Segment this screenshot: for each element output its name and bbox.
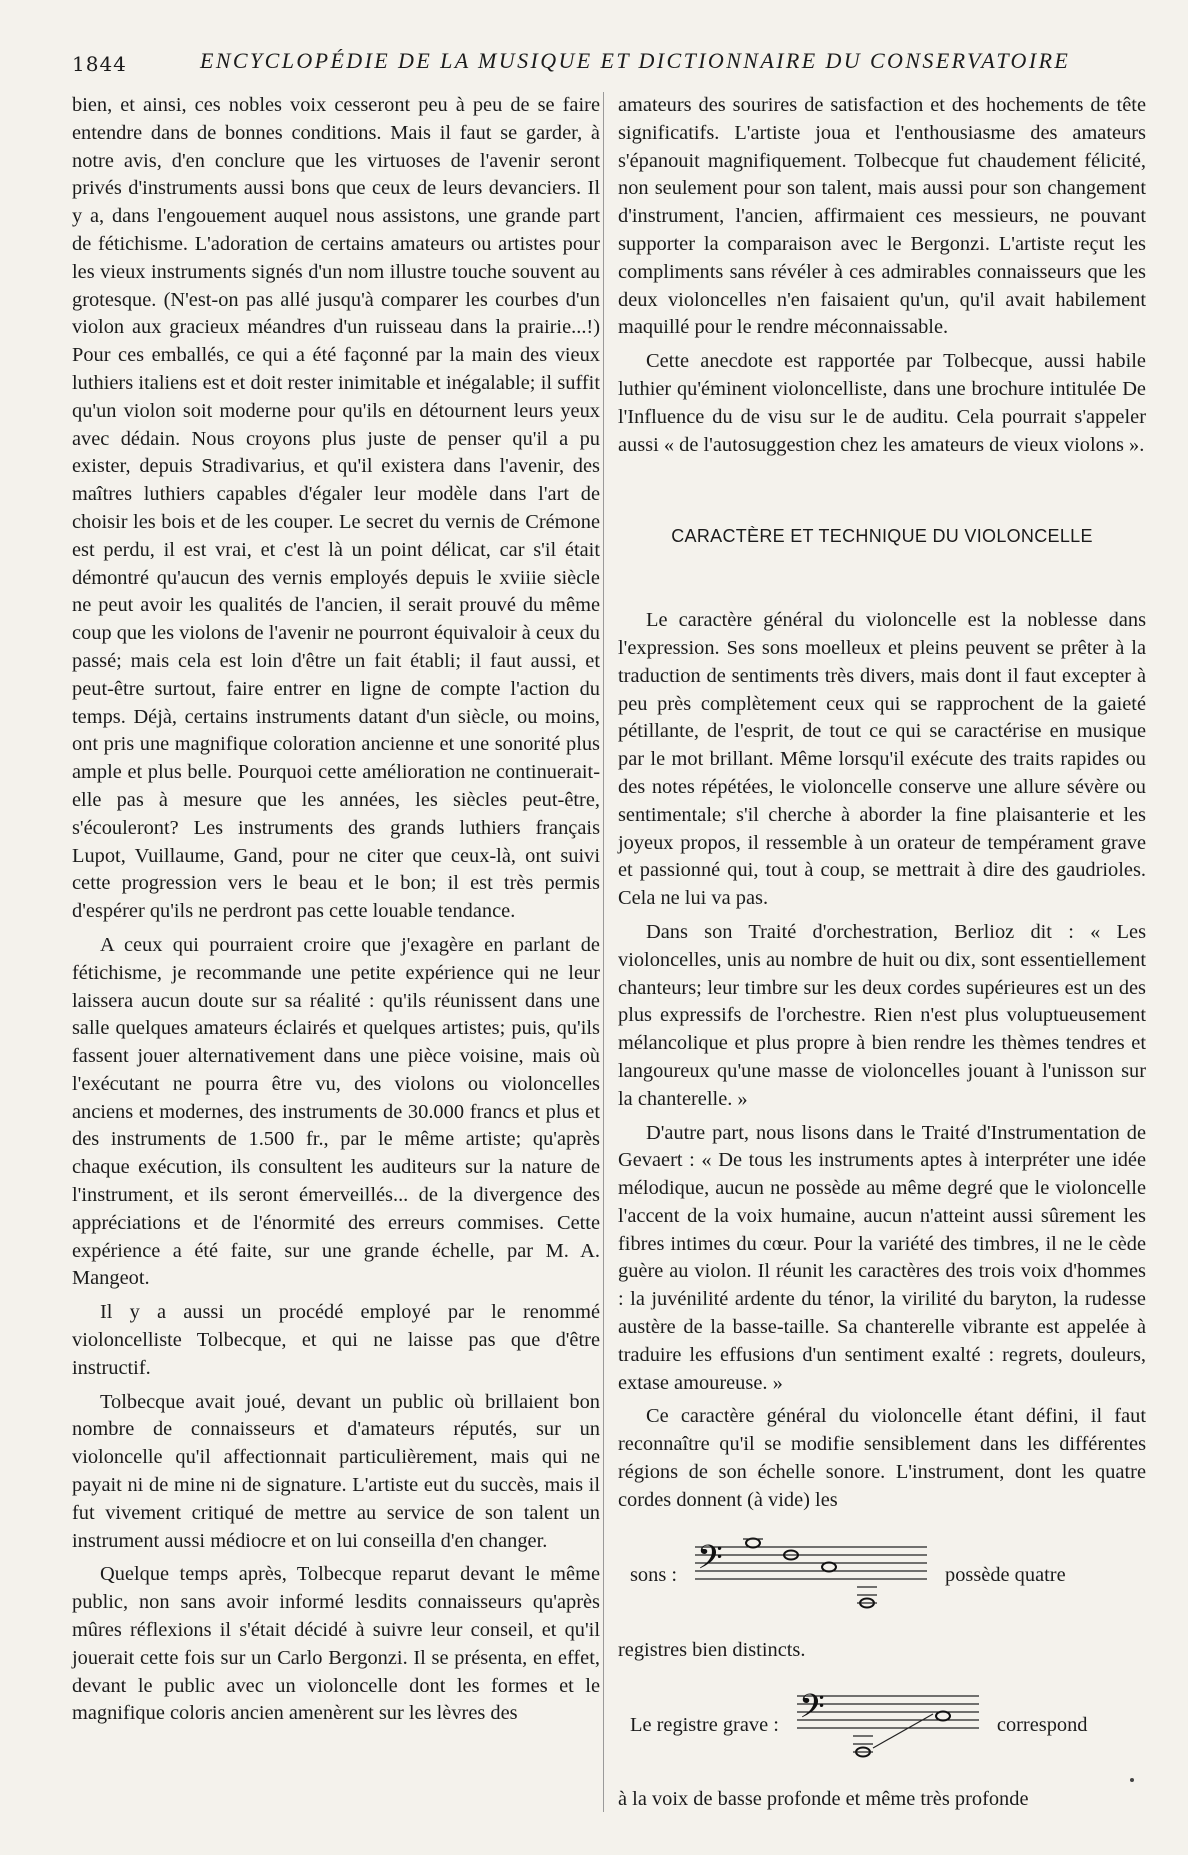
paragraph: Cette anecdote est rapportée par Tolbecque, aussi habile luthier qu'éminent violoncelliste, dans une brochure intitulée De l'Influence du de visu sur le de auditu. Cela pourrait s'appeler aussi « de l'autosuggestion chez les amateurs de vieux violons ». bbox=[618, 350, 1146, 456]
paragraph: Il y a aussi un procédé employé par le renommé violoncelliste Tolbecque, et qui ne laisse pas que d'être instructif. bbox=[72, 1301, 600, 1379]
music-tail-text: possède quatre bbox=[945, 1563, 1066, 1586]
paragraph: A ceux qui pourraient croire que j'exagère en parlant de fétichisme, je recommande une petite expérience qui ne leur laissera aucun doute sur sa réalité : qu'ils réunissent dans une salle quelques amateurs éclairés et quelques artistes; puis, qu'ils fassent jouer alternativement dans une pièce voisine, mais où l'exécutant ne pourra être vu, des violons ou violoncelles anciens et modernes, des instruments de 30.000 francs et plus et des instruments de 1.500 fr., par le même artiste; qu'après chaque exécution, ils consultent les auditeurs sur la nature de l'instrument, et ils seront émerveillés... de la divergence des appréciations et de l'énormité des erreurs commises. Cette expérience a été faite, sur une grande échelle, par M. A. Mangeot. bbox=[72, 933, 600, 1290]
svg-text:𝄢: 𝄢 bbox=[798, 1688, 825, 1735]
page-mark bbox=[1130, 1778, 1134, 1782]
paragraph: Le caractère général du violoncelle est la noblesse dans l'expression. Ses sons moelleux et pleins peuvent se prêter à la traduction de sentiments très divers, mais dont il faut excepter à peu près complètement ceux qui se rapprochent de la gaieté pétillante, de l'esprit, de tout ce qui se caractérise en musique par le mot brillant. Même lorsqu'il exécute des traits rapides ou des notes répétées, le violoncelle conserve une allure sévère ou sentimentale; s'il cherche à aborder la fine plaisanterie et les joyeux propos, il ressemble à un orateur de tempérament grave et passionné qui, tout à coup, se mettrait à dire des gaudrioles. Cela ne lui va pas. bbox=[618, 609, 1146, 910]
paragraph: amateurs des sourires de satisfaction et des hochements de tête significatifs. L'artiste joua et l'enthousiasme des amateurs s'épanouit magnifiquement. Tolbecque fut chaudement félicité, non seulement pour son talent, mais aussi pour son changement d'instrument, l'ancien, affirmaient ces messieurs, ne pouvant supporter la comparaison avec le Bergonzi. L'artiste reçut les compliments sans révéler à ces admirables connaisseurs que les deux violoncelles n'en faisaient qu'un, qu'il avait habilement maquillé pour le rendre méconnaissable. bbox=[618, 94, 1146, 339]
paragraph: Dans son Traité d'orchestration, Berlioz dit : « Les violoncelles, unis au nombre de huit ou dix, sont essentiellement chanteurs; leur timbre sur les deux cordes supérieures est un des plus expressifs de l'orchestre. Rien n'est plus voluptueusement mélancolique et plus propre à bien rendre les thèmes tendres et langoureux qu'une masse de violoncelles jouant à l'unisson sur la chanterelle. » bbox=[618, 920, 1146, 1110]
music-example-open-strings bbox=[618, 1533, 1146, 1619]
paragraph: Tolbecque avait joué, devant un public où brillaient bon nombre de connaisseurs et d'amateurs réputés, sur un violoncelle qu'il affectionnait particulièrement, mais qui ne payait ni de mine ni de signature. L'artiste eut du succès, mais il fut vivement critiqué de mettre au service de son talent un instrument aussi médiocre et on lui conseilla d'en changer. bbox=[72, 1390, 600, 1552]
music-tail-text: correspond bbox=[996, 1713, 1088, 1736]
running-title: ENCYCLOPÉDIE DE LA MUSIQUE ET DICTIONNAIRE DU CONSERVATOIRE bbox=[200, 48, 1071, 73]
music-label: sons : bbox=[630, 1563, 678, 1586]
paragraph: registres bien distincts. bbox=[618, 1638, 806, 1661]
music-example-low-register bbox=[618, 1682, 1146, 1768]
page-number: 1844 bbox=[72, 52, 127, 76]
column-divider bbox=[603, 92, 604, 1812]
right-column bbox=[618, 92, 1146, 1818]
left-column bbox=[72, 92, 600, 1734]
paragraph: à la voix de basse profonde et même très profonde bbox=[618, 1788, 1029, 1811]
svg-text:𝄢: 𝄢 bbox=[697, 1538, 723, 1585]
paragraph: Quelque temps après, Tolbecque reparut devant le même public, non sans avoir informé lesdits connaisseurs qu'après mûres réflexions il s'était décidé à suivre leur conseil, et qu'il jouerait cette fois sur un Carlo Bergonzi. Il se présenta, en effet, devant le public avec un violoncelle dont les formes et le magnifique coloris ancien amenèrent sur les lèvres des bbox=[72, 1563, 600, 1725]
bass-clef-staff-notation bbox=[793, 1682, 983, 1768]
page-header bbox=[72, 44, 1132, 84]
paragraph: bien, et ainsi, ces nobles voix cesseront peu à peu de se faire entendre dans de bonnes conditions. Mais il faut se garder, à notre avis, d'en conclure que les virtuoses de l'avenir seront privés d'instruments aussi bons que ceux de leurs devanciers. Il y a, dans l'engouement auquel nous assistons, une grande part de fétichisme. L'adoration de certains amateurs ou artistes pour les vieux instruments signés d'un nom illustre touche souvent au grotesque. (N'est-on pas allé jusqu'à comparer les courbes d'un violon aux gracieux méandres d'un ruisseau dans la prairie...!) Pour ces emballés, ce qui a été façonné par la main des vieux luthiers italiens est et doit rester inimitable et inégalable; il suffit qu'un violon soit moderne pour qu'ils en détournent leurs yeux avec dédain. Nous croyons plus juste de penser qu'il a pu exister, depuis Stradivarius, et qu'il existera dans l'avenir, des maîtres luthiers capables d'égaler leur modèle dans l'art de choisir les bois et de les couper. Le secret du vernis de Crémone est perdu, il est vrai, et c'est là un point délicat, car s'il était démontré qu'aucun des vernis employés depuis le xviiie siècle ne peut avoir les qualités de l'ancien, il serait prouvé du même coup que les violons de l'avenir ne pourront équivaloir à ceux du passé; mais cela est loin d'être un fait établi; il faut aussi, et peut-être surtout, faire entrer en ligne de compte l'action du temps. Déjà, certains instruments datant d'un siècle, ou moins, ont pris une magnifique coloration ancienne et une sonorité plus ample et plus belle. Pourquoi cette amélioration ne continuerait-elle pas à mesure que les années, les siècles peut-être, s'écouleront? Les instruments des grands luthiers français Lupot, Vuillaume, Gand, pour ne citer que ceux-là, ont suivi cette progression vers le beau et le bon; il est très permis d'espérer qu'ils ne perdront pas cette louable tendance. bbox=[72, 94, 600, 923]
bass-clef-staff-notation bbox=[691, 1533, 931, 1619]
paragraph: Ce caractère général du violoncelle étant défini, il faut reconnaître qu'il se modifie sensiblement dans les différentes régions de son échelle sonore. L'instrument, dont les quatre cordes donnent (à vide) les bbox=[618, 1405, 1146, 1511]
music-label: Le registre grave : bbox=[630, 1713, 779, 1736]
paragraph: D'autre part, nous lisons dans le Traité d'Instrumentation de Gevaert : « De tous les instruments aptes à interpréter une idée mélodique, aucun ne possède au même degré que le violoncelle l'accent de la voix humaine, aucun n'atteint aussi sûrement les fibres intimes du cœur. Pour la variété des timbres, il ne le cède guère au violon. Il réunit les caractères des trois voix d'hommes : la juvénilité ardente du ténor, la virilité du baryton, la rudesse austère de la basse-taille. Sa chanterelle vibrante est appelée à traduire les effusions d'un sentiment exalté : regrets, douleurs, extase amoureuse. » bbox=[618, 1121, 1146, 1394]
section-heading: CARACTÈRE ET TECHNIQUE DU VIOLONCELLE bbox=[671, 526, 1093, 547]
